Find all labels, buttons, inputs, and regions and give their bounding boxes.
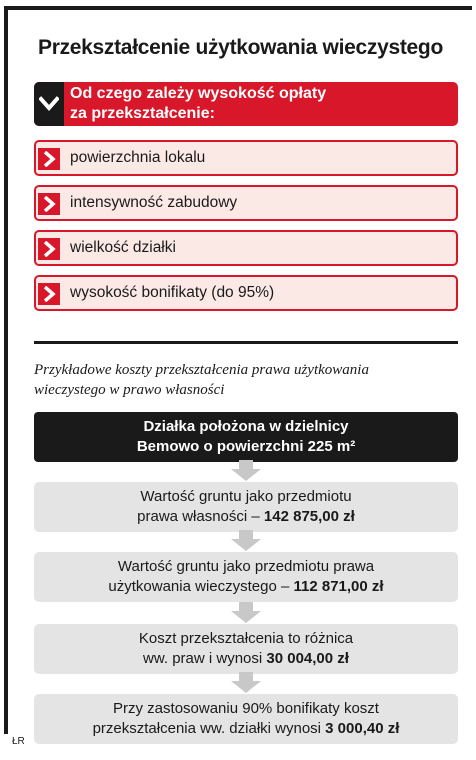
arrow-down-icon — [229, 672, 263, 694]
chevron-right-icon — [38, 283, 60, 305]
arrow-down-icon — [229, 530, 263, 552]
step-line1: Przy zastosowaniu 90% bonifikaty koszt — [113, 700, 379, 717]
step-line2 — [34, 577, 458, 597]
step-value: 3 000,40 zł — [325, 720, 400, 737]
chevron-down-icon — [34, 82, 64, 126]
factor-label: wielkość działki — [70, 239, 176, 256]
step-value: 30 004,00 zł — [266, 650, 349, 667]
step-value: 142 875,00 zł — [263, 508, 355, 525]
step-line1: Wartość gruntu jako przedmiotu prawa — [117, 558, 375, 575]
step-line2 — [34, 649, 458, 669]
factor-label: intensywność zabudowy — [70, 194, 238, 211]
factor-item — [34, 230, 458, 266]
frame-left-border — [4, 6, 8, 734]
step-line1: Koszt przekształcenia to różnica — [138, 630, 354, 647]
step-line2 — [34, 507, 458, 527]
plot-line1: Działka położona w dzielnicy — [143, 418, 349, 435]
cost-step — [34, 552, 458, 602]
factor-label: wysokość bonifikaty (do 95%) — [70, 284, 275, 301]
factor-item — [34, 185, 458, 221]
factor-item — [34, 275, 458, 311]
plot-description — [34, 412, 458, 462]
factor-item — [34, 140, 458, 176]
frame-top-border — [4, 6, 472, 10]
factors-header-line2: za przekształcenie: — [70, 105, 215, 122]
step-line2-text: przekształcenia ww. działki wynosi — [92, 720, 326, 737]
section-divider — [34, 341, 458, 344]
chevron-right-icon — [38, 148, 60, 170]
factor-label: powierzchnia lokalu — [70, 149, 206, 166]
factors-header-line1: Od czego zależy wysokość opłaty — [70, 85, 327, 102]
chevron-right-icon — [38, 193, 60, 215]
step-line2-text: prawa własności – — [137, 508, 264, 525]
arrow-down-icon — [229, 460, 263, 482]
step-line2 — [34, 719, 458, 739]
example-intro — [34, 360, 454, 400]
step-value: 112 871,00 zł — [293, 578, 384, 595]
cost-step — [34, 482, 458, 532]
cost-step — [34, 694, 458, 744]
example-intro-line2: wieczystego w prawo własności — [34, 382, 225, 398]
step-line2-text: użytkowania wieczystego – — [108, 578, 294, 595]
step-line2-text: ww. praw i wynosi — [143, 650, 267, 667]
page-title: Przekształcenie użytkowania wieczystego — [38, 36, 443, 59]
chevron-right-icon — [38, 238, 60, 260]
author-initials: ŁR — [12, 736, 25, 747]
plot-line2: Bemowo o powierzchni 225 m² — [136, 438, 356, 455]
cost-step — [34, 624, 458, 674]
step-line1: Wartość gruntu jako przedmiotu — [140, 488, 352, 505]
arrow-down-icon — [229, 602, 263, 624]
example-intro-line1: Przykładowe koszty przekształcenia prawa użytkowania — [34, 362, 369, 378]
factors-header-text — [70, 84, 450, 124]
